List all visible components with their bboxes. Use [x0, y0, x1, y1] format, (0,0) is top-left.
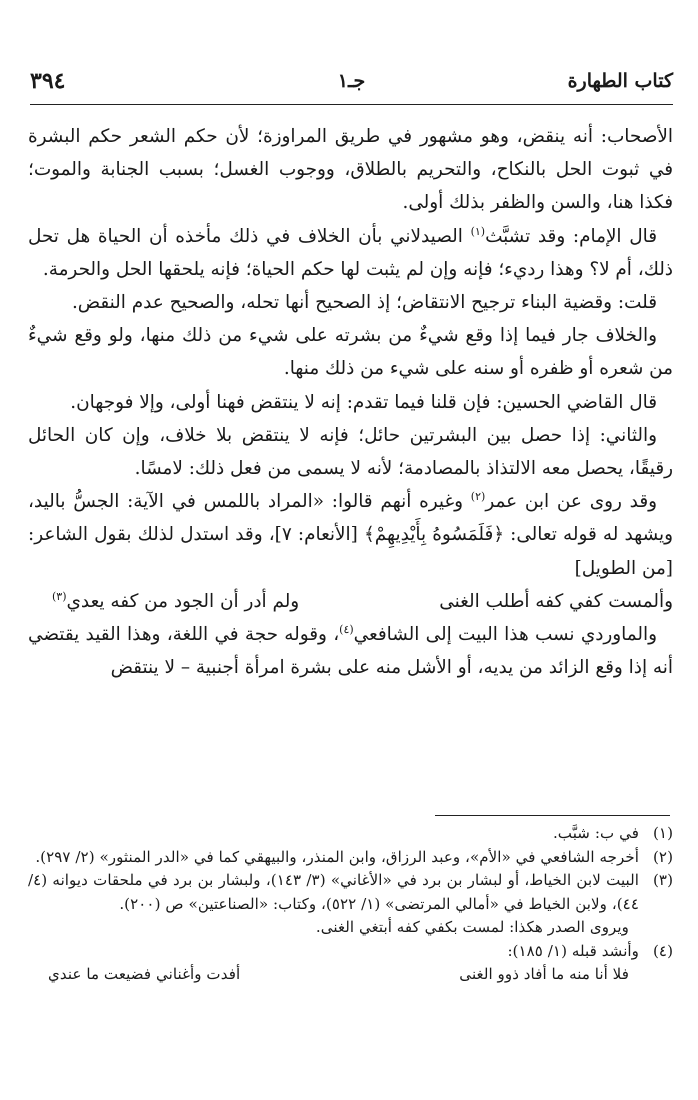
paragraph-7-start: وقد روى عن ابن عمر: [485, 491, 657, 513]
footnote-4-first-hemistich: فلا أنا منه ما أفاد ذوو الغنى: [459, 965, 629, 983]
footnote-1: [28, 822, 673, 846]
paragraph-4: والخلاف جار فيما إذا وقع شيءٌ من بشرته على شيء من ذلك منها، ولو وقع شيءٌ من شعره أو ظفره أو سنه على شيء من ذلك منها.: [28, 325, 673, 380]
footnote-3-variant: ويروى الصدر هكذا: لمست بكفي كفه أبتغي الغنى.: [315, 918, 629, 936]
paragraph-2: [28, 220, 673, 286]
footnote-ref-2[interactable]: (٢): [470, 490, 486, 504]
verse-first-hemistich: وألمست كفي كفه أطلب الغنى: [439, 590, 673, 612]
main-text: [28, 120, 673, 684]
paragraph-2-end: الصيدلاني بأن الخلاف في ذلك مأخذه أن الحياة هل تحل ذلك، أم لا؟ وهذا رديء؛ فإنه وإن لم يثبت لها حكم الحياة؛ فإنه يلحقها الحل والحرمة.: [28, 225, 673, 280]
footnote-1-number: (١): [652, 824, 673, 842]
paragraph-2-start: قال الإمام: وقد تشبَّث: [485, 225, 657, 247]
book-title: كتاب الطهارة: [567, 70, 673, 92]
paragraph-6: والثاني: إذا حصل بين البشرتين حائل؛ فإنه لا ينتقض بلا خلاف، وإن كان الحائل رقيقًا، يحصل معه الالتذاذ بالمصادمة؛ لأنه لا يسمى من فعل ذلك: لامسًا.: [28, 424, 673, 480]
footnote-4: [28, 940, 673, 964]
verse-second-hemistich: [28, 585, 299, 618]
footnote-4-verse: [28, 963, 673, 987]
paragraph-7: [28, 485, 673, 585]
paragraph-7-end: وغيره أنهم قالوا: «المراد باللمس في الآية: الجسُّ باليد، ويشهد له قوله تعالى: ﴿فَلَمَسُوهُ بِأَيْدِيهِمْ﴾ [الأنعام: ٧]، وقد استدل لذلك بقول الشاعر: [من الطويل]: [28, 491, 674, 579]
footnote-3: [28, 869, 673, 916]
paragraph-8-start: والماوردي نسب هذا البيت إلى الشافعي: [353, 624, 657, 646]
page-header: [30, 62, 673, 102]
footnote-rule: [435, 815, 670, 816]
page-number: ٣٩٤: [30, 68, 66, 94]
paragraph-8: [28, 618, 673, 684]
footnote-4-text: وأنشد قبله (١/ ١٨٥):: [507, 941, 639, 960]
footnote-2-number: (٢): [652, 847, 673, 866]
footnote-3-text: البيت لابن الخياط، أو لبشار بن برد في «الأغاني» (٣/ ١٤٣)، ولبشار بن برد في ملحقات ديوانه (٤/ ٤٤)، ولابن الخياط في «أمالي المرتضى» (١/ ٥٢٢)، وكتاب: «الصناعتين» ص (٢٠٠).: [28, 871, 639, 913]
footnote-ref-4[interactable]: (٤): [339, 622, 354, 636]
paragraph-5: قال القاضي الحسين: فإن قلنا فيما تقدم: إنه لا ينتقض فهنا أولى، وإلا فوجهان.: [70, 391, 657, 413]
footnote-4-second-hemistich: أفدت وأغناني فضيعت ما عندي: [48, 965, 241, 983]
paragraph-3: قلت: وقضية البناء ترجيح الانتقاض؛ إذ الصحيح أنها تحله، والصحيح عدم النقض.: [71, 292, 657, 314]
footnote-2: [28, 846, 673, 870]
verse-second-text: ولم أدر أن الجود من كفه يعدي: [66, 590, 300, 612]
volume-label: جـ١: [337, 70, 366, 92]
footnote-3-number: (٣): [652, 871, 673, 889]
footnote-ref-3[interactable]: (٣): [52, 589, 67, 603]
footnote-ref-1[interactable]: (١): [470, 224, 486, 238]
verse-line: [28, 585, 673, 618]
footnote-1-text: في ب: شبَّب.: [552, 824, 639, 842]
paragraph-1: الأصحاب: أنه ينقض، وهو مشهور في طريق المراوزة؛ لأن حكم الشعر حكم البشرة في ثبوت الحل بالنكاح، والتحريم بالطلاق، ووجوب الغسل؛ بسبب الجنابة والموت؛ فكذا هنا، والسن والظفر بذلك أولى.: [28, 126, 673, 214]
header-rule: [30, 104, 673, 105]
footnote-4-number: (٤): [652, 941, 673, 960]
paragraph-8-end: ، وقوله حجة في اللغة، وهذا القيد يقتضي أنه إذا وقع الزائد من يديه، أو الأشل منه على بشرة امرأة أجنبية – لا ينتقض: [28, 624, 673, 679]
footnotes: [28, 822, 673, 987]
footnote-2-text: أخرجه الشافعي في «الأم»، وعبد الرزاق، وابن المنذر، والبيهقي كما في «الدر المنثور» (٢/ ٢٩٧).: [35, 847, 639, 866]
